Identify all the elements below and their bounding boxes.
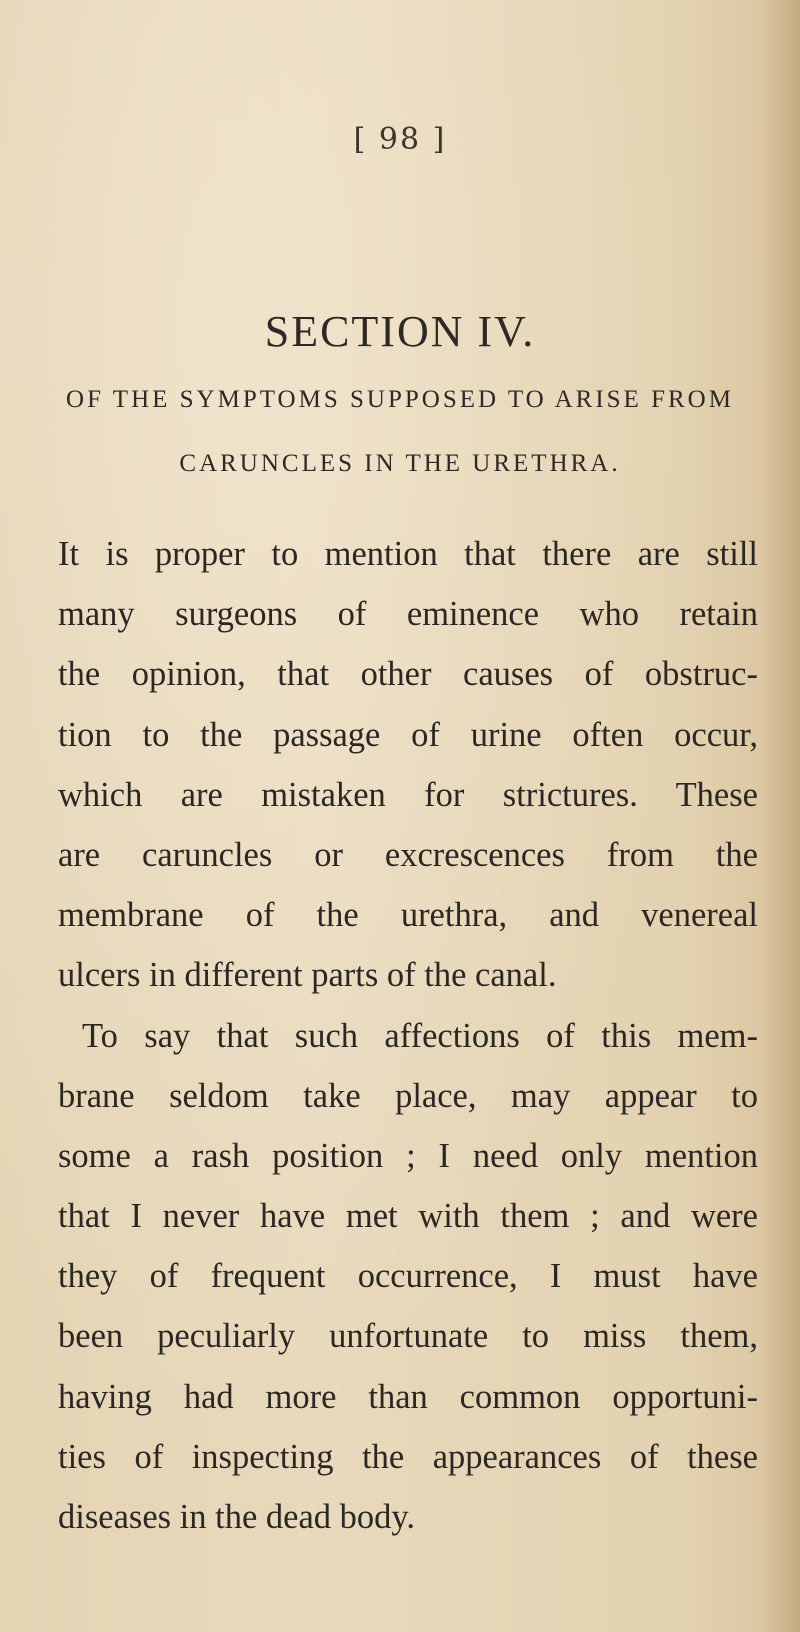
body-line: many surgeons of eminence who retain: [58, 595, 758, 634]
body-line: diseases in the dead body.: [58, 1498, 416, 1536]
page-edge-shadow: [760, 0, 800, 1632]
body-paragraph: [58, 524, 758, 1547]
section-title: SECTION IV.: [264, 307, 536, 356]
page-number: [ 98 ]: [353, 122, 447, 157]
body-line: It is proper to mention that there are still: [58, 535, 758, 573]
body-line: having had more than common opportuni-: [58, 1377, 758, 1416]
body-line: tion to the passage of urine often occur,: [58, 715, 758, 754]
section-subtitle-line: CARUNCLES IN THE URETHRA.: [179, 450, 621, 477]
body-line: which are mistaken for strictures. These: [58, 775, 758, 814]
body-line: the opinion, that other causes of obstruc-: [58, 655, 758, 694]
body-line: they of frequent occurrence, I must have: [58, 1257, 758, 1296]
body-line: that I never have met with them ; and were: [58, 1197, 758, 1236]
body-line: are caruncles or excrescences from the: [58, 835, 758, 874]
section-subtitle-line: OF THE SYMPTOMS SUPPOSED TO ARISE FROM: [66, 386, 734, 413]
body-line: brane seldom take place, may appear to: [58, 1076, 758, 1115]
body-line: To say that such affections of this mem-: [82, 1016, 758, 1055]
body-line: membrane of the urethra, and venereal: [58, 896, 758, 935]
body-line: ulcers in different parts of the canal.: [58, 956, 557, 995]
body-line: some a rash position ; I need only mention: [58, 1136, 758, 1175]
body-line: been peculiarly unfortunate to miss them,: [58, 1317, 758, 1356]
body-line: ties of inspecting the appearances of these: [58, 1437, 758, 1476]
